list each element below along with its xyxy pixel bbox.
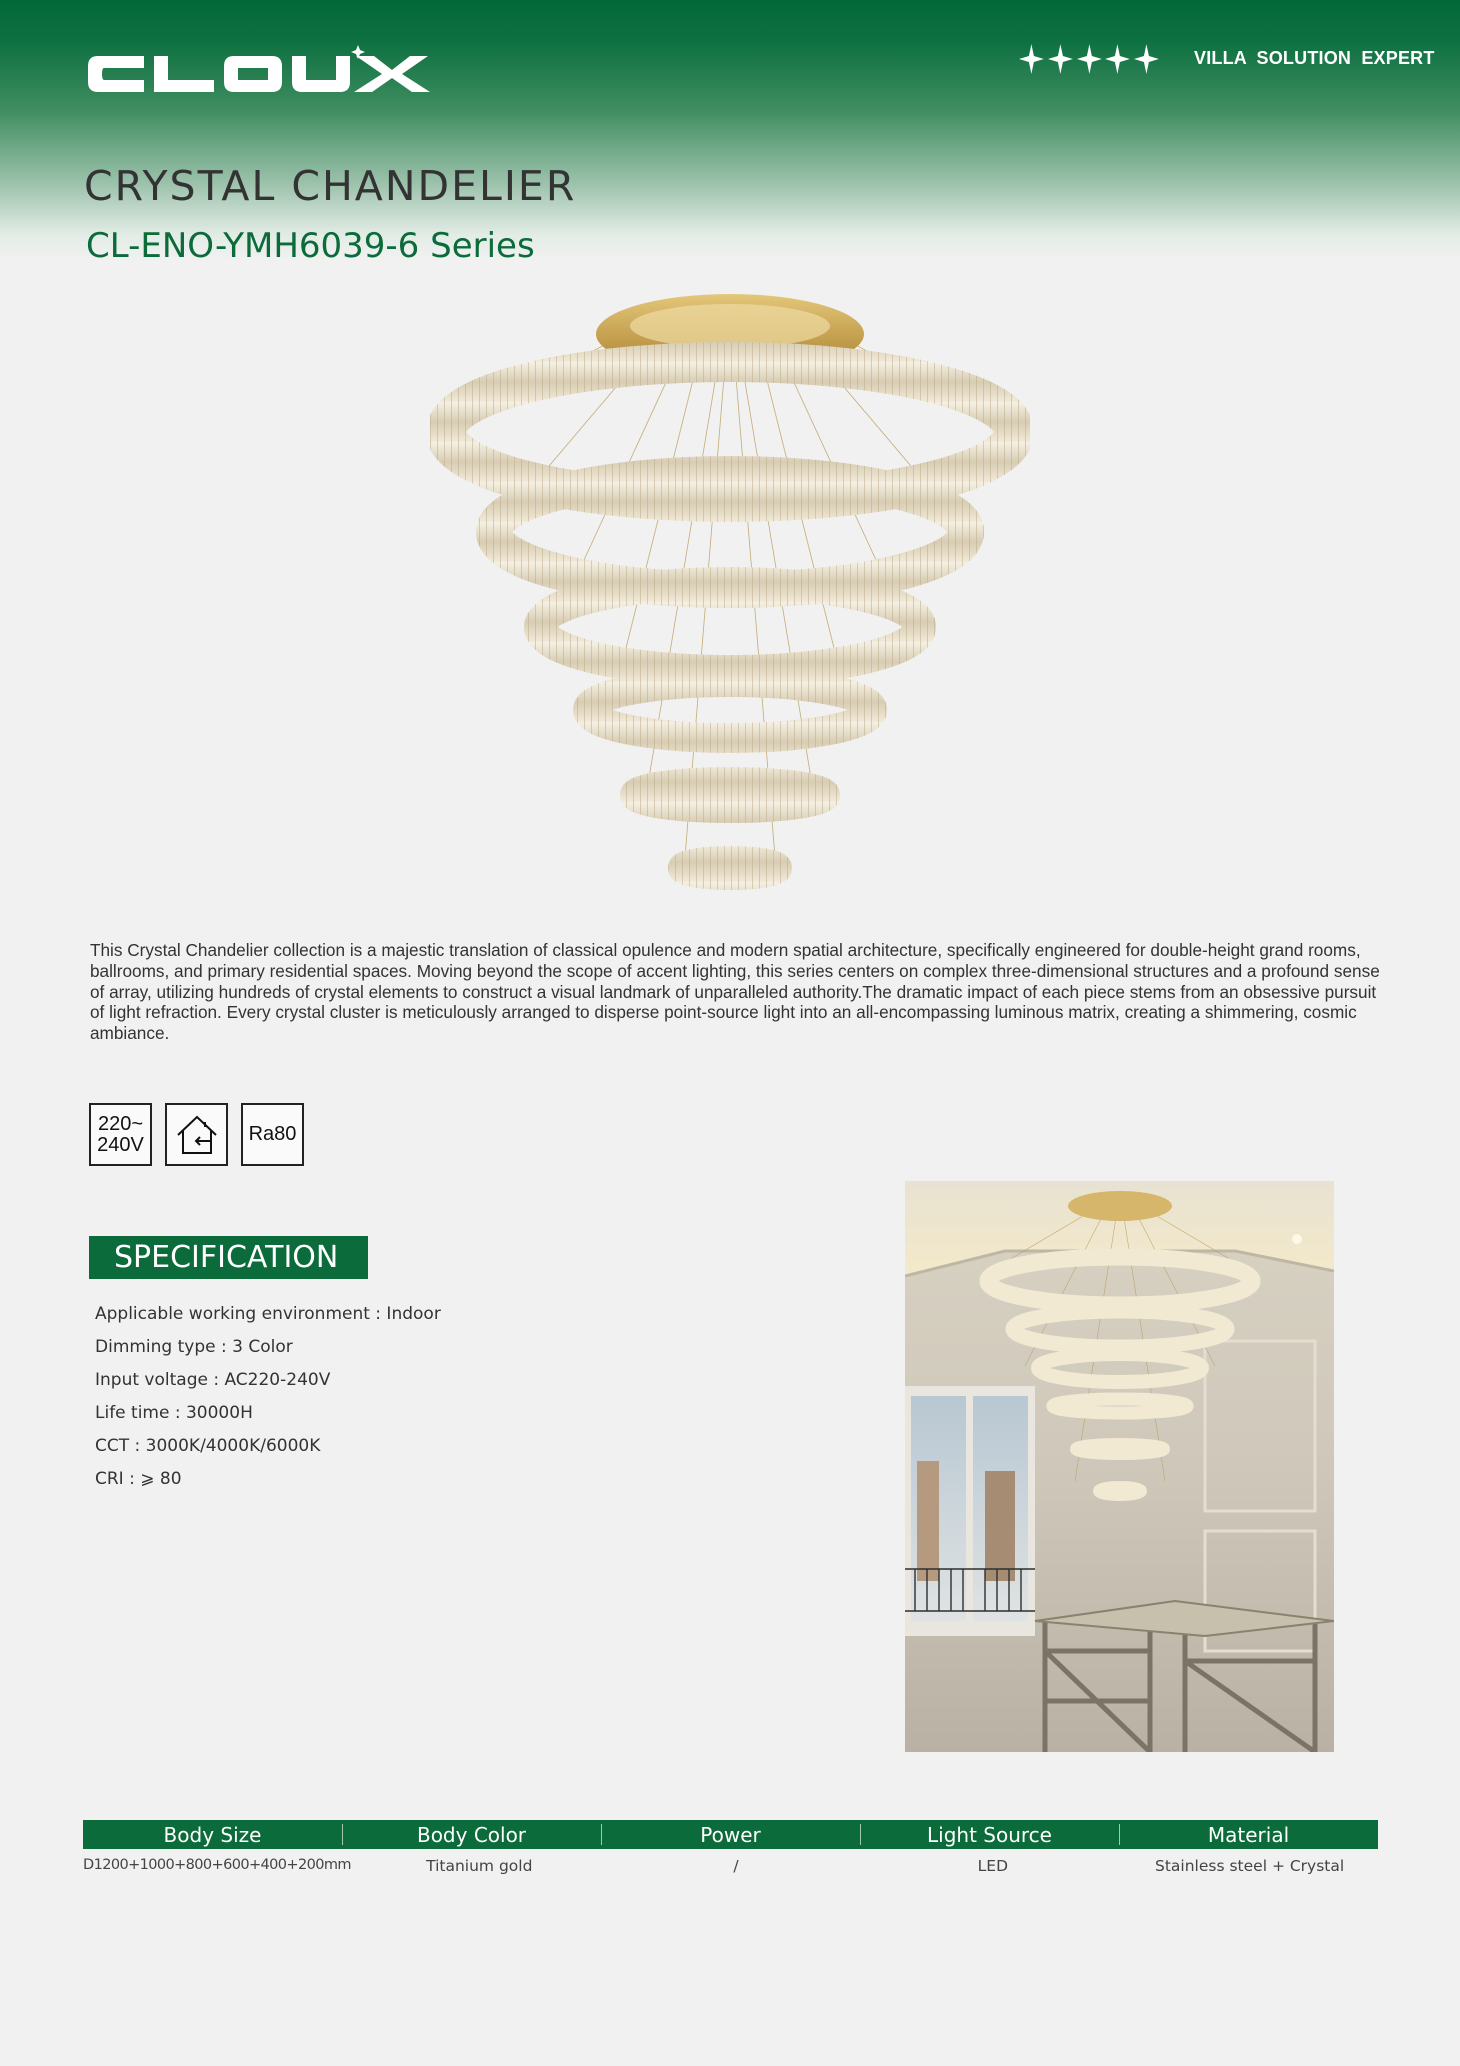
cell-power: /	[733, 1857, 739, 1875]
voltage-line-1: 220~	[97, 1112, 144, 1135]
star-icon	[1104, 42, 1131, 76]
cri-badge: Ra80	[241, 1103, 304, 1166]
specification-heading: SPECIFICATION	[89, 1236, 368, 1279]
indoor-house-icon	[174, 1113, 220, 1157]
voltage-line-2: 240V	[97, 1133, 144, 1156]
header-banner	[0, 0, 1460, 260]
specification-list	[95, 1303, 441, 1501]
cell-material: Stainless steel + Crystal	[1155, 1857, 1345, 1875]
header-body-color: Body Color	[342, 1820, 601, 1849]
header-material: Material	[1119, 1820, 1378, 1849]
installation-photo	[905, 1181, 1334, 1752]
voltage-badge	[89, 1103, 152, 1166]
cell-body-color: Titanium gold	[426, 1857, 533, 1875]
spec-item: Applicable working environment : Indoor	[95, 1304, 441, 1324]
cloux-logo	[84, 44, 436, 104]
spec-item: Input voltage : AC220-240V	[95, 1370, 331, 1390]
table-header	[83, 1820, 1378, 1849]
star-icon	[1047, 42, 1074, 76]
product-description: This Crystal Chandelier collection is a majestic translation of classical opulence and modern spatial architecture, specifically engineered for double-height grand rooms, ballrooms, and primary residential spaces. Moving beyond the scope of accent lighting, this series centers on complex three-dimensional structures and a profound sense of array, utilizing hundreds of crystal elements to construct a visual landmark of unparalleled authority.The dramatic impact of each piece stems from an obsessive pursuit of light refraction. Every crystal cluster is meticulously arranged to disperse point-source light into an all-encompassing luminous matrix, creating a shimmering, cosmic ambiance.	[90, 940, 1380, 1044]
series-name: CL-ENO-YMH6039-6 Series	[86, 226, 535, 266]
feature-badges	[89, 1103, 304, 1166]
spec-item: CCT : 3000K/4000K/6000K	[95, 1436, 321, 1456]
star-icon	[1133, 42, 1160, 76]
star-icon	[1076, 42, 1103, 76]
header-body-size: Body Size	[163, 1823, 262, 1847]
product-parameters-table	[83, 1820, 1378, 1875]
cell-body-size: D1200+1000+800+600+400+200mm	[83, 1857, 351, 1873]
five-star-rating	[1018, 42, 1160, 76]
spec-item: CRI : ⩾ 80	[95, 1469, 182, 1489]
tagline: VILLA SOLUTION EXPERT	[1194, 48, 1435, 68]
spec-item: Life time : 30000H	[95, 1403, 253, 1423]
spec-item: Dimming type : 3 Color	[95, 1337, 293, 1357]
header-power: Power	[601, 1820, 860, 1849]
table-row	[83, 1857, 1378, 1875]
chandelier-product-image	[430, 282, 1030, 902]
cell-light-source: LED	[977, 1857, 1009, 1875]
page-title: CRYSTAL CHANDELIER	[84, 162, 577, 210]
header-light-source: Light Source	[860, 1820, 1119, 1849]
indoor-badge	[165, 1103, 228, 1166]
star-icon	[1018, 42, 1045, 76]
